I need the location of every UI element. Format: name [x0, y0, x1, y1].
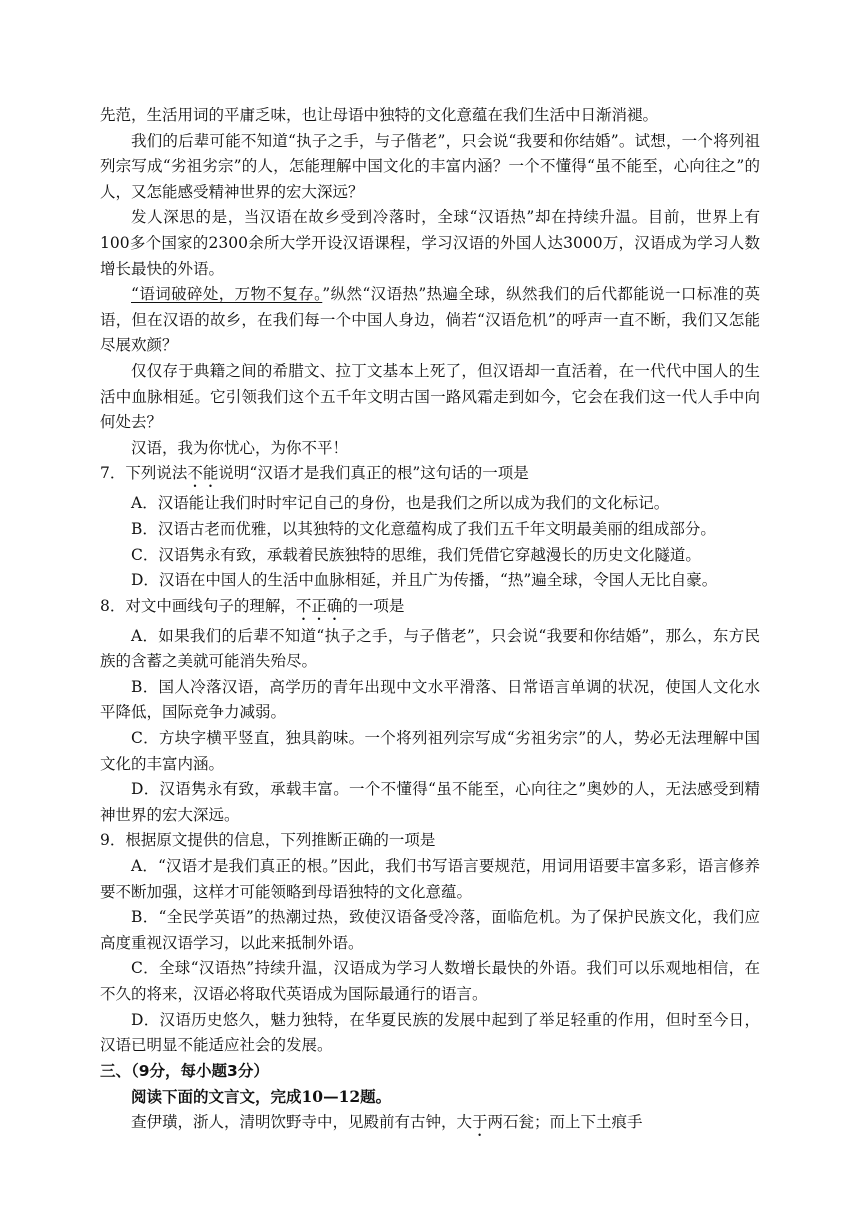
classical-text-first-line: [100, 1110, 760, 1140]
q8-stem-start: 8．对文中画线句子的理解，: [100, 596, 296, 615]
passage-paragraph-5: 仅仅存于典籍之间的希腊文、拉丁文基本上死了，但汉语却一直活着，在一代代中国人的生活中血脉相延。它引领我们这个五千年文明古国一路风霜走到如今，它会在我们这一代人手中向何处去？: [100, 361, 760, 432]
q8-option-d: D．汉语隽永有致，承载丰富。一个不懂得“虽不能至，心向往之”奥妙的人，无法感受到精神世界的宏大深远。: [100, 780, 760, 824]
q7-emphasis: 不能: [187, 464, 219, 483]
section-3-instruction: 阅读下面的文言文，完成10—12题。: [131, 1087, 392, 1107]
underlined-sentence: “语词破碎处，万物不复存。: [131, 285, 323, 304]
q9-option-d: D．汉语历史悠久，魅力独特，在华夏民族的发展中起到了举足轻重的作用，但时至今日，汉语已明显不能适应社会的发展。: [100, 1010, 760, 1055]
question-7-stem: [100, 461, 760, 491]
passage-paragraph-3: 发人深思的是，当汉语在故乡受到冷落时，全球“汉语热”却在持续升温。目前，世界上有100多个国家的2300余所大学开设汉语课程，学习汉语的外国人达3000万，汉语成为学习人数增长最快的外语。: [100, 208, 760, 278]
passage-paragraph-4: [100, 282, 760, 359]
passage-paragraph-1: 先范，生活用词的平庸乏味，也让母语中独特的文化意蕴在我们生活中日渐消褪。: [100, 106, 659, 124]
classical-text-emphasis: 于: [472, 1112, 488, 1131]
passage-paragraph-4-rest: ”纵然“汉语热”热遍全球，纵然我们的后代都能说一口标准的英语，但在汉语的故乡，在我们每一个中国人身边，倘若“汉语危机”的呼声一直不断，我们又怎能尽展欢颜？: [100, 285, 760, 355]
q7-option-c: C．汉语隽永有致，承载着民族独特的思维，我们凭借它穿越漫长的历史文化隧道。: [131, 545, 701, 564]
q7-option-a: A．汉语能让我们时时牢记自己的身份，也是我们之所以成为我们的文化标记。: [131, 494, 670, 513]
q7-option-b: B．汉语古老而优雅，以其独特的文化意蕴构成了我们五千年文明最美丽的组成部分。: [131, 519, 716, 538]
q7-stem-start: 7．下列说法: [100, 464, 188, 483]
q7-option-d: D．汉语在中国人的生活中血脉相延，并且广为传播，“热”遍全球，令国人无比自豪。: [131, 571, 718, 590]
q9-option-a: A．“汉语才是我们真正的根。”因此，我们书写语言要规范，用词用语要丰富多彩，语言修养要不断加强，这样才可能领略到母语独特的文化意蕴。: [100, 857, 760, 901]
q8-option-c: C．方块字横平竖直，独具韵味。一个将列祖列宗写成“劣祖劣宗”的人，势必无法理解中国文化的丰富内涵。: [100, 729, 760, 773]
q8-option-b: B．国人冷落汉语，高学历的青年出现中文水平滑落、日常语言单调的状况，使国人文化水平降低，国际竞争力减弱。: [100, 677, 760, 722]
document-page: [100, 103, 760, 1140]
classical-text-start: 查伊璜，浙人，清明饮野寺中，见殿前有古钟，大: [131, 1112, 473, 1131]
classical-text-end: 两石瓮；而上下土痕手: [487, 1112, 643, 1131]
question-8-stem: [100, 594, 760, 624]
question-9-stem: 9．根据原文提供的信息，下列推断正确的一项是: [100, 831, 436, 850]
q9-option-b: B．“全民学英语”的热潮过热，致使汉语备受冷落，面临危机。为了保护民族文化，我们应高度重视汉语学习，以此来抵制外语。: [100, 908, 760, 952]
q8-emphasis: 不正确: [295, 596, 343, 615]
q8-option-a: A．如果我们的后辈不知道“执子之手，与子偕老”，只会说“我要和你结婚”，那么，东方民族的含蓄之美就可能消失殆尽。: [100, 626, 760, 671]
passage-paragraph-6: 汉语，我为你忧心，为你不平！: [131, 438, 349, 457]
section-3-heading: 三、（9分，每小题3分）: [100, 1061, 269, 1080]
q7-stem-end: 说明“汉语才是我们真正的根”这句话的一项是: [218, 464, 529, 483]
passage-paragraph-2: 我们的后辈可能不知道“执子之手，与子偕老”，只会说“我要和你结婚”。试想，一个将列祖列宗写成“劣祖劣宗”的人，怎能理解中国文化的丰富内涵？一个不懂得“虽不能至，心向往之”的人，又怎能感受精神世界的宏大深远？: [100, 131, 760, 201]
q8-stem-end: 的一项是: [342, 596, 405, 615]
q9-option-c: C．全球“汉语热”持续升温，汉语成为学习人数增长最快的外语。我们可以乐观地相信，在不久的将来，汉语必将取代英语成为国际最通行的语言。: [100, 959, 760, 1003]
